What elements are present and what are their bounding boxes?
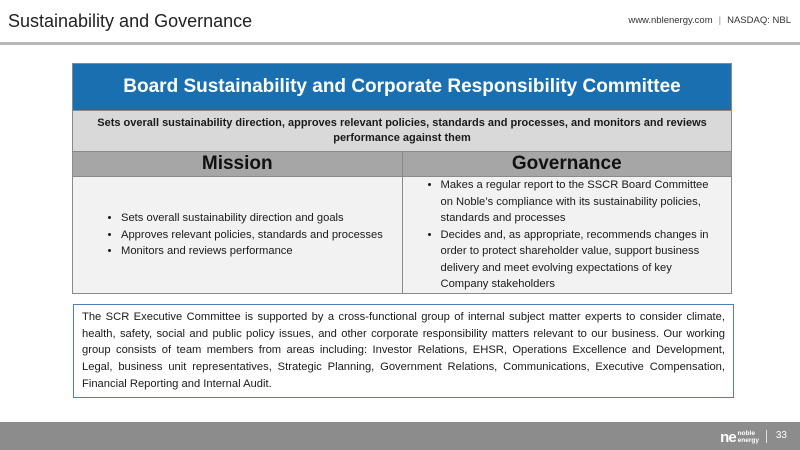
logo-word-top: noble bbox=[737, 430, 756, 437]
committee-summary: Sets overall sustainability direction, approves relevant policies, standards and processes, and monitors and reviews performance against them bbox=[73, 111, 732, 152]
mission-body bbox=[73, 177, 403, 294]
page-number: 33 bbox=[775, 430, 787, 441]
footer-separator bbox=[766, 430, 767, 443]
committee-table bbox=[72, 63, 732, 294]
mission-list bbox=[73, 210, 402, 260]
header-divider bbox=[0, 42, 800, 45]
governance-heading: Governance bbox=[402, 152, 732, 177]
noble-energy-logo bbox=[720, 429, 759, 446]
mission-item: • Sets overall sustainability direction and goals bbox=[121, 210, 392, 227]
mission-heading: Mission bbox=[73, 152, 403, 177]
governance-item: • Makes a regular report to the SSCR Board Committee on Noble’s compliance with its sustainability policies, standards and processes bbox=[441, 177, 722, 227]
logo-mark: ne bbox=[720, 429, 736, 446]
website-link[interactable]: www.nblenergy.com bbox=[628, 15, 713, 26]
governance-item: • Decides and, as appropriate, recommends changes in order to protect shareholder value, support business delivery and meet evolving expectations of key Company stakeholders bbox=[441, 227, 722, 293]
footer-bar bbox=[0, 422, 800, 450]
mission-item: • Approves relevant policies, standards and processes bbox=[121, 227, 392, 244]
committee-title: Board Sustainability and Corporate Responsibility Committee bbox=[73, 64, 732, 111]
mission-item: • Monitors and reviews performance bbox=[121, 243, 392, 260]
governance-list bbox=[403, 177, 732, 293]
logo-wordmark bbox=[738, 431, 759, 444]
stock-ticker: NASDAQ: NBL bbox=[727, 15, 791, 26]
header-meta bbox=[628, 15, 791, 26]
working-group-description: The SCR Executive Committee is supported by a cross-functional group of internal subject matter experts to consider climate, health, safety, social and public policy issues, and other corporate responsibility matters relevant to our business. Our working group consists of team members from areas including: Investor Relations, EHSR, Operations Excellence and Development, Legal, business unit representatives, Strategic Planning, Government Relations, Communications, Executive Compensation, Financial Reporting and Internal Audit. bbox=[73, 304, 734, 398]
page-title: Sustainability and Governance bbox=[8, 11, 253, 31]
header-separator: | bbox=[718, 15, 722, 26]
governance-body bbox=[402, 177, 732, 294]
logo-word-bottom: energy bbox=[737, 436, 759, 444]
